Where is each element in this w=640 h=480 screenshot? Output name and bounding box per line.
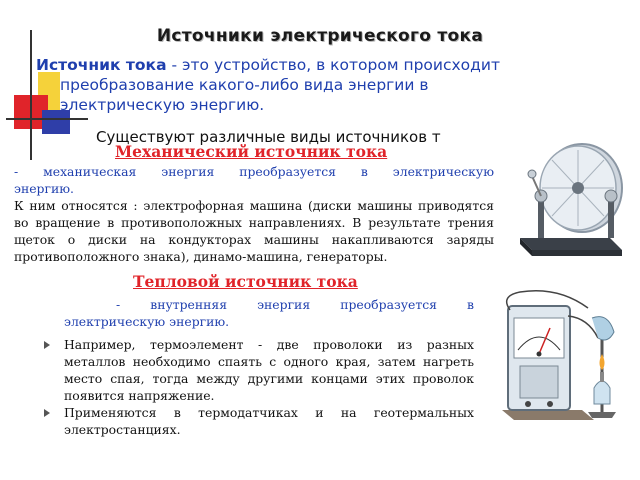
- decor-horizontal-line: [6, 118, 88, 120]
- mechanical-body: [14, 163, 494, 265]
- mechanical-heading: Механический источник тока: [115, 142, 388, 161]
- thermal-bullet-1: Например, термоэлемент - две проволоки из разных металлов необходимо спаять с одного края, затем нагреть место спая, тогда между другими концами этих проволок появится напряжение.: [64, 337, 474, 403]
- types-intro-text: Существуют различные виды источников т: [96, 128, 441, 146]
- list-item: [44, 404, 474, 438]
- thermal-heading: Тепловой источник тока: [133, 272, 358, 291]
- page-title: Источники электрического тока: [156, 26, 484, 46]
- definition-paragraph: [36, 55, 596, 115]
- thermal-bullet-2: Применяются в термодатчиках и на геотермальных электростанциях.: [64, 405, 474, 437]
- thermal-bullet-list: [44, 336, 474, 438]
- mechanical-description: К ним относятся : электрофорная машина (диски машины приводятся во вращение в противоположных направлениях. В результате трения щеток о диски на кондукторах машины накапливаются заряды противоположного знака), динамо-машина, генераторы.: [14, 198, 494, 264]
- bullet-arrow-icon: [44, 341, 50, 349]
- definition-term: Источник тока: [36, 56, 167, 74]
- electrophore-machine-image: [510, 140, 630, 260]
- mechanical-line1: - механическая энергия преобразуется в электрическую: [14, 164, 494, 179]
- bullet-arrow-icon: [44, 409, 50, 417]
- mechanical-line2: энергию.: [14, 181, 74, 196]
- thermal-first-line: - внутренняя энергия преобразуется в электрическую энергию.: [64, 297, 474, 329]
- list-item: [44, 336, 474, 404]
- decor-vertical-line: [30, 30, 32, 160]
- thermoelement-device-image: [498, 288, 630, 428]
- definition-text-line2: преобразование какого-либо вида энергии в: [60, 76, 429, 94]
- definition-text-line3: электрическую энергию.: [60, 96, 265, 114]
- definition-text-line1: - это устройство, в котором происходит: [166, 56, 500, 74]
